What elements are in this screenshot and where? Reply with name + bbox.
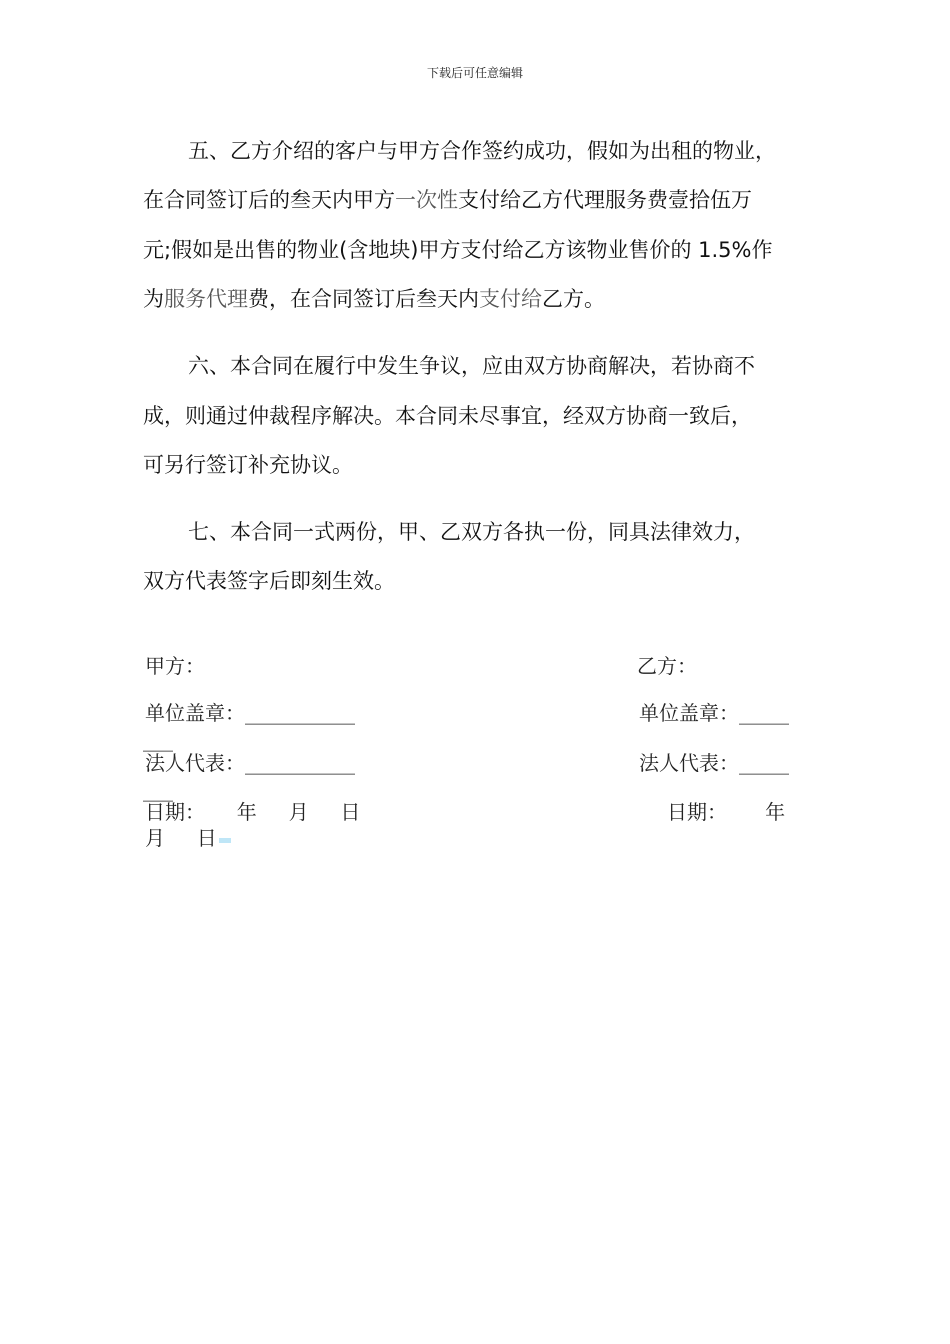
page-header: 下载后可任意编辑 [426, 66, 523, 80]
text-span-light: 支付给 [479, 287, 542, 311]
clause-5-line-3: 元;假如是出售的物业(含地块)甲方支付给乙方该物业售价的 1.5%作 [143, 238, 773, 262]
text-span: 乙方。 [542, 287, 605, 311]
text-span: 支付给乙方代理服务费壹拾伍万 [458, 188, 752, 212]
clause-7-line-1: 七、本合同一式两份，甲、乙双方各执一份，同具法律效力， [188, 520, 755, 544]
clause-6-line-2: 成，则通过仲裁程序解决。本合同未尽事宜，经双方协商一致后， [143, 404, 752, 428]
text-span-light: 一次性 [395, 188, 458, 212]
party-a-seal-field: 单位盖章：___________ [145, 701, 355, 725]
rep-line-wrap: ___ [143, 778, 173, 802]
text-span: 在合同签订后的叁天内甲方 [143, 188, 395, 212]
party-b-seal-field: 单位盖章：_____ [639, 701, 789, 725]
party-b-label: 乙方： [637, 654, 697, 678]
text-cursor-marker [219, 838, 231, 843]
text-span: 费，在合同签订后叁天内 [248, 287, 479, 311]
clause-6-line-1: 六、本合同在履行中发生争议，应由双方协商解决，若协商不 [188, 354, 755, 378]
seal-line-wrap: ___ [143, 728, 173, 752]
party-a-rep-field: 法人代表：___________ [145, 751, 355, 775]
date-line-wrap [145, 825, 231, 851]
clause-7-line-2: 双方代表签字后即刻生效。 [143, 569, 395, 593]
clause-5-line-4 [143, 275, 805, 325]
date-wrap-text: 月 日 [145, 826, 217, 850]
party-b-rep-field: 法人代表：_____ [639, 751, 789, 775]
text-span: 为 [143, 287, 164, 311]
clause-5-line-1: 五、乙方介绍的客户与甲方合作签约成功，假如为出租的物业， [188, 139, 776, 163]
party-a-date-field: 日期： 年 月 日 [145, 800, 361, 824]
clause-6-line-3: 可另行签订补充协议。 [143, 453, 353, 477]
text-span-light: 服务代理 [164, 287, 248, 311]
clause-5-line-2 [143, 176, 805, 226]
party-a-label: 甲方： [145, 654, 205, 678]
party-b-date-field: 日期： 年 [667, 800, 786, 824]
